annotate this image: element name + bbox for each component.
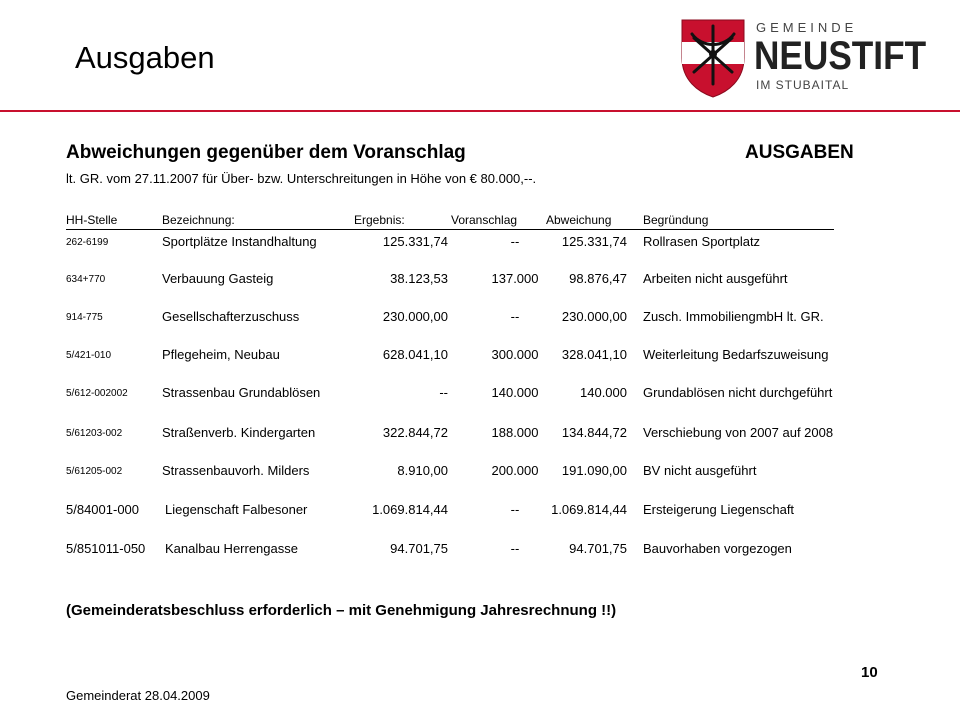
cell-begruendung: Arbeiten nicht ausgeführt — [643, 271, 788, 286]
page-title: Ausgaben — [75, 40, 215, 75]
cell-begruendung: Ersteigerung Liegenschaft — [643, 502, 795, 517]
cell-ergebnis: 230.000,00 — [382, 309, 448, 324]
logo-line-ort: IM STUBAITAL — [756, 78, 850, 92]
cell-ergebnis: 94.701,75 — [390, 541, 448, 556]
header-divider — [0, 110, 960, 112]
cell-abweichung: 125.331,74 — [561, 234, 627, 249]
column-header-underline — [66, 229, 834, 230]
column-header-bezeichnung: Bezeichnung: — [162, 213, 235, 227]
cell-begruendung: Zusch. ImmobiliengmbH lt. GR. — [643, 309, 824, 324]
section-subline: lt. GR. vom 27.11.2007 für Über- bzw. Unterschreitungen in Höhe von € 80.000,--. — [66, 171, 537, 186]
page-number: 10 — [861, 664, 878, 681]
cell-ergebnis: 38.123,53 — [390, 271, 448, 286]
cell-voranschlag: 300.000 — [491, 347, 539, 362]
coat-of-arms-icon — [680, 18, 746, 98]
cell-voranschlag: 188.000 — [491, 425, 539, 440]
section-heading-right: AUSGABEN — [745, 142, 854, 163]
cell-begruendung: BV nicht ausgeführt — [643, 463, 757, 478]
cell-name: Strassenbau Grundablösen — [162, 385, 321, 400]
cell-abweichung: 328.041,10 — [561, 347, 627, 362]
cell-name: Straßenverb. Kindergarten — [162, 425, 316, 440]
cell-name: Kanalbau Herrengasse — [165, 541, 298, 556]
cell-name: Verbauung Gasteig — [162, 271, 274, 286]
logo-line-gemeinde: GEMEINDE — [756, 20, 858, 35]
cell-ergebnis: 125.331,74 — [382, 234, 448, 249]
cell-voranschlag: -- — [510, 309, 520, 324]
cell-abweichung: 94.701,75 — [569, 541, 627, 556]
cell-code: 5/612-002002 — [66, 388, 128, 399]
cell-name: Gesellschafterzuschuss — [162, 309, 300, 324]
cell-code: 5/61205-002 — [66, 466, 123, 477]
footer-text: Gemeinderat 28.04.2009 — [66, 688, 210, 703]
cell-voranschlag: 137.000 — [491, 271, 539, 286]
cell-code: 5/61203-002 — [66, 428, 123, 439]
section-heading: Abweichungen gegenüber dem Voranschlag — [66, 142, 466, 163]
cell-code: 5/84001-000 — [66, 502, 140, 517]
cell-begruendung: Grundablösen nicht durchgeführt — [643, 385, 833, 400]
cell-ergebnis: 628.041,10 — [382, 347, 448, 362]
cell-ergebnis: -- — [439, 385, 448, 400]
cell-code: 5/851011-050 — [66, 541, 146, 556]
cell-code: 634+770 — [66, 274, 106, 285]
cell-ergebnis: 1.069.814,44 — [372, 502, 448, 517]
cell-name: Liegenschaft Falbesoner — [165, 502, 308, 517]
cell-voranschlag: 140.000 — [491, 385, 539, 400]
municipality-logo — [680, 18, 940, 98]
cell-ergebnis: 322.844,72 — [382, 425, 448, 440]
cell-begruendung: Rollrasen Sportplatz — [643, 234, 761, 249]
cell-begruendung: Weiterleitung Bedarfszuweisung — [643, 347, 829, 362]
cell-name: Sportplätze Instandhaltung — [162, 234, 317, 249]
column-header-hh-stelle: HH-Stelle — [66, 213, 118, 227]
cell-name: Strassenbauvorh. Milders — [162, 463, 310, 478]
cell-voranschlag: -- — [510, 234, 520, 249]
cell-abweichung: 140.000 — [580, 385, 627, 400]
cell-begruendung: Verschiebung von 2007 auf 2008 — [643, 425, 834, 440]
cell-name: Pflegeheim, Neubau — [162, 347, 280, 362]
column-header-abweichung: Abweichung — [546, 213, 612, 227]
cell-abweichung: 134.844,72 — [561, 425, 627, 440]
cell-code: 5/421-010 — [66, 350, 112, 361]
cell-abweichung: 230.000,00 — [561, 309, 627, 324]
cell-abweichung: 191.090,00 — [561, 463, 627, 478]
cell-voranschlag: 200.000 — [491, 463, 539, 478]
cell-ergebnis: 8.910,00 — [397, 463, 448, 478]
cell-begruendung: Bauvorhaben vorgezogen — [643, 541, 792, 556]
column-header-ergebnis: Ergebnis: — [354, 213, 405, 227]
logo-line-neustift: NEUSTIFT — [754, 34, 927, 78]
cell-voranschlag: -- — [510, 502, 520, 517]
column-header-voranschlag: Voranschlag — [451, 213, 518, 227]
cell-abweichung: 1.069.814,44 — [551, 502, 627, 517]
cell-code: 262-6199 — [66, 237, 109, 248]
cell-code: 914-775 — [66, 312, 103, 323]
cell-abweichung: 98.876,47 — [569, 271, 627, 286]
cell-voranschlag: -- — [510, 541, 520, 556]
column-header-begruendung: Begründung — [643, 213, 709, 227]
resolution-note: (Gemeinderatsbeschluss erforderlich – mit Genehmigung Jahresrechnung !!) — [66, 602, 617, 619]
